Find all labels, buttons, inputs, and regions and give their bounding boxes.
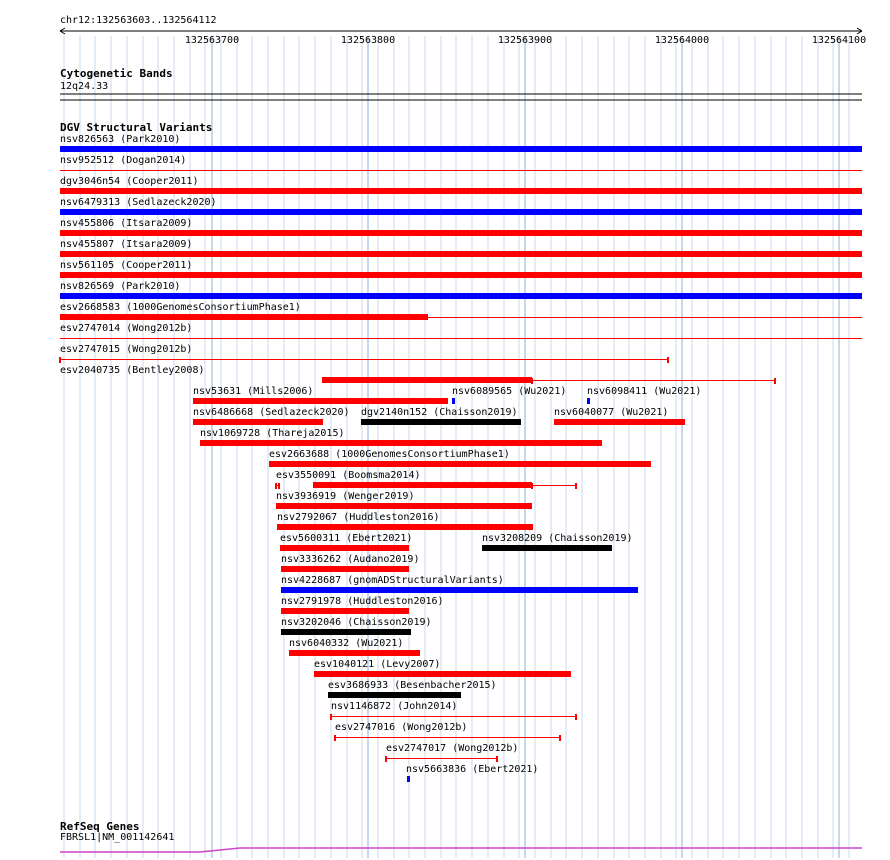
dgv-feature-label[interactable]: nsv826569 (Park2010) <box>60 281 181 292</box>
dgv-feature-bar <box>587 398 590 404</box>
dgv-feature-endcap <box>496 756 498 762</box>
dgv-feature-label[interactable]: nsv6098411 (Wu2021) <box>587 386 702 397</box>
dgv-feature-bar <box>280 545 409 551</box>
ruler-tick-label: 132564100 <box>811 35 867 46</box>
dgv-feature-endcap <box>667 357 669 363</box>
dgv-feature-bar <box>60 230 862 236</box>
dgv-feature-label[interactable]: esv2747017 (Wong2012b) <box>386 743 519 754</box>
dgv-feature-label[interactable]: nsv6479313 (Sedlazeck2020) <box>60 197 217 208</box>
cytoband-track-title[interactable]: Cytogenetic Bands <box>60 67 173 80</box>
dgv-feature-label[interactable]: nsv2791978 (Huddleston2016) <box>281 596 444 607</box>
dgv-feature-bar <box>269 461 651 467</box>
dgv-feature-label[interactable]: esv3686933 (Besenbacher2015) <box>328 680 497 691</box>
dgv-feature-endcap <box>531 483 533 489</box>
dgv-feature-label[interactable]: esv3550091 (Boomsma2014) <box>276 470 421 481</box>
dgv-feature-label[interactable]: esv1040121 (Levy2007) <box>314 659 441 670</box>
dgv-feature-bar <box>361 419 521 425</box>
dgv-feature-label[interactable]: esv2663688 (1000GenomesConsortiumPhase1) <box>269 449 510 460</box>
ruler-tick-label: 132563900 <box>497 35 553 46</box>
dgv-feature-label[interactable]: nsv53631 (Mills2006) <box>193 386 314 397</box>
dgv-feature-bar <box>281 629 411 635</box>
dgv-feature-bar <box>193 398 448 404</box>
dgv-feature-label[interactable]: nsv1146872 (John2014) <box>331 701 458 712</box>
dgv-feature-bar <box>60 314 428 320</box>
dgv-feature-endcap <box>334 735 336 741</box>
dgv-feature-bar <box>554 419 685 425</box>
dgv-feature-label[interactable]: nsv5663836 (Ebert2021) <box>406 764 539 775</box>
refseq-track-title[interactable]: RefSeq Genes <box>60 820 140 833</box>
dgv-feature-label[interactable]: nsv1069728 (Thareja2015) <box>200 428 345 439</box>
dgv-feature-bar <box>289 650 420 656</box>
dgv-feature-label[interactable]: nsv826563 (Park2010) <box>60 134 181 145</box>
dgv-feature-label[interactable]: nsv6040332 (Wu2021) <box>289 638 404 649</box>
region-label: chr12:132563603..132564112 <box>60 15 217 26</box>
dgv-feature-label[interactable]: nsv455806 (Itsara2009) <box>60 218 193 229</box>
dgv-feature-bar <box>200 440 602 446</box>
dgv-feature-label[interactable]: nsv6089565 (Wu2021) <box>452 386 567 397</box>
dgv-feature-bar <box>482 545 612 551</box>
dgv-feature-bar <box>193 419 323 425</box>
dgv-feature-bar <box>60 272 862 278</box>
dgv-feature-bar <box>328 692 461 698</box>
dgv-feature-endcap <box>275 483 277 489</box>
dgv-feature-bar <box>313 482 532 488</box>
dgv-feature-bar <box>322 377 532 383</box>
dgv-feature-label[interactable]: nsv4228687 (gnomADStructuralVariants) <box>281 575 504 586</box>
dgv-feature-endcap <box>278 483 280 489</box>
dgv-feature-label[interactable]: nsv3202046 (Chaisson2019) <box>281 617 432 628</box>
dgv-feature-label[interactable]: esv2747016 (Wong2012b) <box>335 722 468 733</box>
dgv-feature-endcap <box>330 714 332 720</box>
dgv-feature-label[interactable]: esv2747014 (Wong2012b) <box>60 323 193 334</box>
dgv-feature-label[interactable]: esv2040735 (Bentley2008) <box>60 365 205 376</box>
dgv-feature-bar <box>60 209 862 215</box>
ruler-tick-label: 132563800 <box>340 35 396 46</box>
dgv-feature-bar <box>60 251 862 257</box>
dgv-feature-endcap <box>531 378 533 384</box>
dgv-feature-bar <box>281 587 638 593</box>
ruler-tick-label: 132564000 <box>654 35 710 46</box>
dgv-feature-bar <box>314 671 571 677</box>
dgv-feature-endcap <box>575 483 577 489</box>
dgv-feature-label[interactable]: nsv6486668 (Sedlazeck2020) <box>193 407 350 418</box>
dgv-feature-bar <box>281 566 409 572</box>
dgv-feature-label[interactable]: esv2668583 (1000GenomesConsortiumPhase1) <box>60 302 301 313</box>
dgv-feature-bar <box>60 293 862 299</box>
dgv-feature-endcap <box>559 735 561 741</box>
dgv-feature-bar <box>277 524 533 530</box>
cytoband-label: 12q24.33 <box>60 81 109 92</box>
dgv-feature-label[interactable]: nsv952512 (Dogan2014) <box>60 155 187 166</box>
dgv-track-title[interactable]: DGV Structural Variants <box>60 121 213 134</box>
dgv-feature-bar <box>60 188 862 194</box>
dgv-feature-label[interactable]: esv2747015 (Wong2012b) <box>60 344 193 355</box>
dgv-feature-label[interactable]: nsv3208209 (Chaisson2019) <box>482 533 633 544</box>
dgv-feature-label[interactable]: nsv455807 (Itsara2009) <box>60 239 193 250</box>
dgv-feature-bar <box>281 608 409 614</box>
dgv-feature-endcap <box>575 714 577 720</box>
dgv-feature-bar <box>407 776 410 782</box>
dgv-feature-label[interactable]: nsv3936919 (Wenger2019) <box>276 491 415 502</box>
dgv-feature-label[interactable]: dgv3046n54 (Cooper2011) <box>60 176 199 187</box>
dgv-feature-endcap <box>774 378 776 384</box>
dgv-feature-label[interactable]: dgv2140n152 (Chaisson2019) <box>361 407 518 418</box>
ruler-tick-label: 132563700 <box>184 35 240 46</box>
dgv-feature-label[interactable]: nsv6040077 (Wu2021) <box>554 407 669 418</box>
dgv-feature-label[interactable]: nsv3336262 (Audano2019) <box>281 554 420 565</box>
dgv-feature-label[interactable]: nsv561105 (Cooper2011) <box>60 260 193 271</box>
dgv-feature-bar <box>60 146 862 152</box>
dgv-feature-bar <box>276 503 532 509</box>
refseq-gene-label[interactable]: FBRSL1|NM_001142641 <box>60 832 175 843</box>
dgv-feature-endcap <box>59 357 61 363</box>
dgv-feature-bar <box>452 398 455 404</box>
dgv-feature-label[interactable]: nsv2792067 (Huddleston2016) <box>277 512 440 523</box>
dgv-feature-label[interactable]: esv5600311 (Ebert2021) <box>280 533 413 544</box>
dgv-feature-endcap <box>385 756 387 762</box>
